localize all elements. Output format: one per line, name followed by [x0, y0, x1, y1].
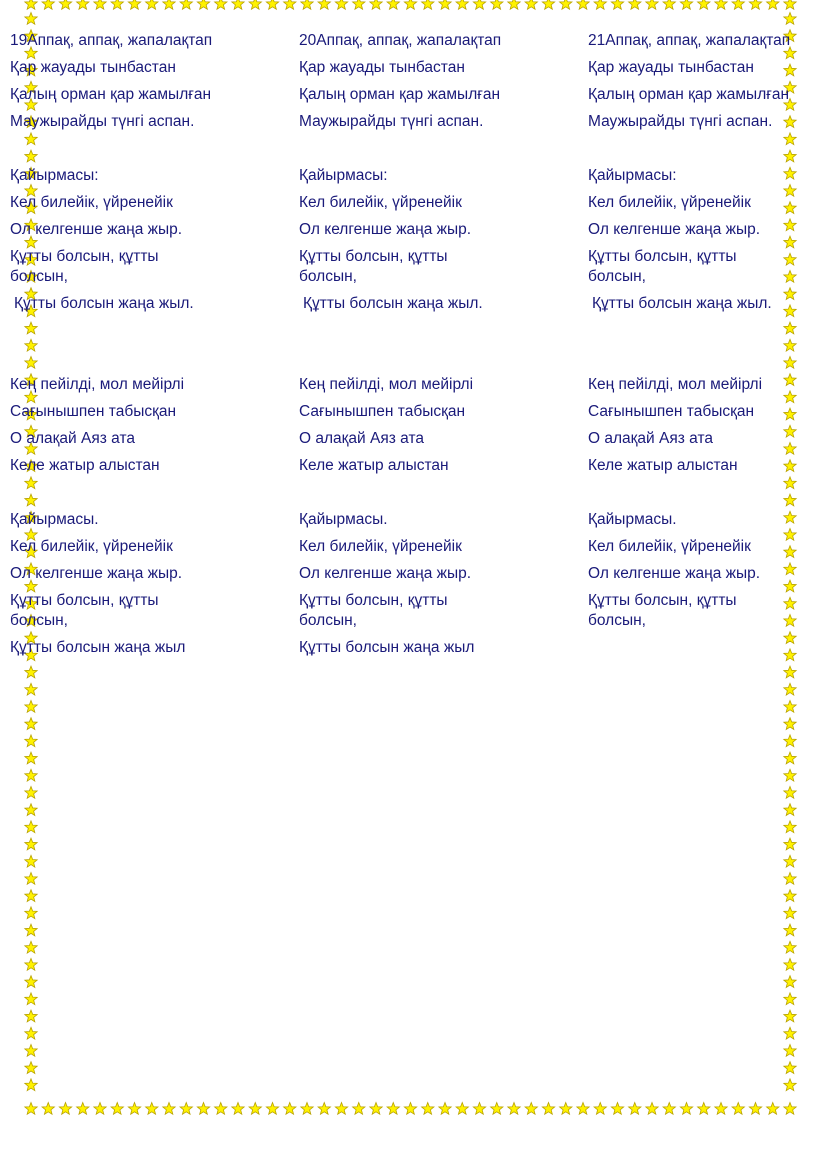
star-icon [335, 0, 347, 9]
chorus1-line3: Құтты болсын, құтты болсын, [588, 248, 737, 285]
star-icon [525, 1103, 537, 1115]
star-icon [25, 735, 37, 747]
star-icon [784, 873, 796, 885]
star-icon [784, 787, 796, 799]
star-icon [456, 1103, 468, 1115]
star-icon [197, 1103, 209, 1115]
star-icon [215, 0, 227, 9]
song-number: 19 [10, 32, 28, 49]
star-icon [25, 804, 37, 816]
verse2-line4: Келе жатыр алыстан [299, 457, 449, 474]
star-icon [784, 752, 796, 764]
song-column-3 [588, 31, 810, 638]
verse1-line4: Маужырайды түнгі аспан. [10, 113, 195, 130]
verse2-line2: Сағынышпен табысқан [299, 403, 466, 420]
star-icon [25, 959, 37, 971]
star-icon [266, 0, 278, 9]
chorus2-line2: Ол келгенше жаңа жыр. [299, 565, 472, 582]
star-icon [25, 1079, 37, 1091]
star-icon [439, 1103, 451, 1115]
star-icon [25, 1103, 37, 1115]
star-icon [25, 838, 37, 850]
chorus1-line1: Кел билейік, үйренейік [10, 194, 173, 211]
star-icon [784, 855, 796, 867]
verse1-line3: Қалың орман қар жамылған [10, 86, 212, 103]
star-icon [25, 752, 37, 764]
star-icon [784, 718, 796, 730]
star-icon [25, 787, 37, 799]
star-icon [629, 1103, 641, 1115]
star-icon [25, 907, 37, 919]
star-icon [542, 0, 554, 9]
verse2-line4: Келе жатыр алыстан [10, 457, 160, 474]
star-icon [422, 0, 434, 9]
verse1-line3: Қалың орман қар жамылған [299, 86, 501, 103]
star-icon [25, 769, 37, 781]
verse2-line2: Сағынышпен табысқан [588, 403, 755, 420]
star-icon [25, 666, 37, 678]
star-icon [422, 1103, 434, 1115]
verse1-line3: Қалың орман қар жамылған [588, 86, 790, 103]
chorus2-line2: Ол келгенше жаңа жыр. [588, 565, 761, 582]
chorus2-line4: Құтты болсын жаңа жыл [10, 639, 186, 656]
star-icon [25, 1027, 37, 1039]
star-icon [784, 1010, 796, 1022]
chorus1-line4: Құтты болсын жаңа жыл. [14, 295, 194, 312]
star-icon [25, 718, 37, 730]
star-icon [784, 924, 796, 936]
star-icon [680, 0, 692, 9]
chorus2-line3: Құтты болсын, құтты болсын, [10, 592, 159, 629]
chorus2-line2: Ол келгенше жаңа жыр. [10, 565, 183, 582]
star-icon [180, 0, 192, 9]
star-icon [128, 1103, 140, 1115]
chorus1-line4: Құтты болсын жаңа жыл. [592, 295, 772, 312]
star-icon [473, 1103, 485, 1115]
star-icon [663, 1103, 675, 1115]
star-icon [25, 976, 37, 988]
chorus1-line2: Ол келгенше жаңа жыр. [299, 221, 472, 238]
star-icon [25, 855, 37, 867]
star-icon [77, 1103, 89, 1115]
star-icon [77, 0, 89, 9]
chorus1-heading: Қайырмасы: [299, 167, 388, 184]
star-icon [128, 0, 140, 9]
star-icon [370, 0, 382, 9]
star-icon [784, 1062, 796, 1074]
star-icon [370, 1103, 382, 1115]
star-icon [784, 821, 796, 833]
verse2-line1: Кең пейілді, мол мейірлі [299, 376, 474, 393]
star-icon [353, 0, 365, 9]
star-icon [767, 0, 779, 9]
star-icon [784, 1103, 796, 1115]
star-icon [318, 0, 330, 9]
star-icon [784, 993, 796, 1005]
star-icon [318, 1103, 330, 1115]
chorus2-line3: Құтты болсын, құтты болсын, [299, 592, 448, 629]
star-icon [163, 1103, 175, 1115]
star-icon [284, 1103, 296, 1115]
star-icon [59, 1103, 71, 1115]
chorus2-heading: Қайырмасы. [588, 511, 677, 528]
star-icon [25, 873, 37, 885]
star-icon [715, 0, 727, 9]
star-icon [663, 0, 675, 9]
star-icon [25, 821, 37, 833]
verse1-line1: 20Аппақ, аппақ, жапалақтап [299, 32, 502, 49]
star-icon [232, 1103, 244, 1115]
chorus2-line3: Құтты болсын, құтты болсын, [588, 592, 737, 629]
star-icon [594, 0, 606, 9]
star-icon [301, 1103, 313, 1115]
star-icon [784, 683, 796, 695]
chorus1-line3: Құтты болсын, құтты болсын, [10, 248, 159, 285]
star-icon [784, 1045, 796, 1057]
star-icon [732, 0, 744, 9]
verse1-line4: Маужырайды түнгі аспан. [299, 113, 484, 130]
star-icon [25, 1062, 37, 1074]
verse2-line3: О алақай Аяз ата [588, 430, 713, 447]
star-icon [784, 838, 796, 850]
star-icon [25, 924, 37, 936]
star-icon [542, 1103, 554, 1115]
verse2-line1: Кең пейілді, мол мейірлі [588, 376, 763, 393]
verse1-line1: 19Аппақ, аппақ, жапалақтап [10, 32, 213, 49]
star-icon [25, 0, 37, 9]
star-icon [680, 1103, 692, 1115]
star-icon [25, 701, 37, 713]
star-icon [25, 941, 37, 953]
star-icon [784, 0, 796, 9]
star-icon [180, 1103, 192, 1115]
star-icon [25, 890, 37, 902]
chorus1-line1: Кел билейік, үйренейік [588, 194, 751, 211]
star-icon [629, 0, 641, 9]
star-icon [163, 0, 175, 9]
star-icon [784, 13, 796, 25]
chorus2-heading: Қайырмасы. [299, 511, 388, 528]
chorus1-line4: Құтты болсын жаңа жыл. [303, 295, 483, 312]
star-icon [784, 735, 796, 747]
star-icon [646, 1103, 658, 1115]
chorus2-line1: Кел билейік, үйренейік [299, 538, 462, 555]
star-icon [249, 0, 261, 9]
star-icon [784, 804, 796, 816]
star-icon [94, 1103, 106, 1115]
star-icon [594, 1103, 606, 1115]
verse2-line2: Сағынышпен табысқан [10, 403, 177, 420]
star-icon [784, 1079, 796, 1091]
star-icon [25, 1045, 37, 1057]
star-icon [784, 666, 796, 678]
verse2-line4: Келе жатыр алыстан [588, 457, 738, 474]
star-icon [59, 0, 71, 9]
star-icon [784, 941, 796, 953]
verse1-line2: Қар жауады тынбастан [299, 59, 465, 76]
star-icon [491, 0, 503, 9]
star-icon [404, 1103, 416, 1115]
star-icon [146, 0, 158, 9]
chorus1-line2: Ол келгенше жаңа жыр. [588, 221, 761, 238]
star-icon [404, 0, 416, 9]
star-icon [42, 1103, 54, 1115]
star-icon [560, 1103, 572, 1115]
star-icon [784, 890, 796, 902]
star-icon [525, 0, 537, 9]
star-icon [784, 1027, 796, 1039]
star-icon [353, 1103, 365, 1115]
star-icon [335, 1103, 347, 1115]
star-icon [784, 959, 796, 971]
song-column-2 [299, 31, 531, 665]
star-icon [784, 976, 796, 988]
chorus1-heading: Қайырмасы: [10, 167, 99, 184]
song-number: 20 [299, 32, 317, 49]
star-icon [25, 1010, 37, 1022]
verse1-line2: Қар жауады тынбастан [588, 59, 754, 76]
star-icon [111, 1103, 123, 1115]
star-icon [473, 0, 485, 9]
star-icon [560, 0, 572, 9]
star-icon [146, 1103, 158, 1115]
verse1-line4: Маужырайды түнгі аспан. [588, 113, 773, 130]
star-icon [215, 1103, 227, 1115]
star-icon [508, 1103, 520, 1115]
chorus2-line1: Кел билейік, үйренейік [10, 538, 173, 555]
star-icon [646, 0, 658, 9]
chorus1-line2: Ол келгенше жаңа жыр. [10, 221, 183, 238]
chorus1-line3: Құтты болсын, құтты болсын, [299, 248, 448, 285]
star-icon [784, 701, 796, 713]
star-icon [698, 0, 710, 9]
star-icon [456, 0, 468, 9]
star-icon [767, 1103, 779, 1115]
star-icon [698, 1103, 710, 1115]
star-icon [784, 769, 796, 781]
star-icon [749, 0, 761, 9]
star-icon [611, 0, 623, 9]
star-icon [249, 1103, 261, 1115]
star-icon [387, 0, 399, 9]
star-icon [784, 649, 796, 661]
star-icon [784, 907, 796, 919]
star-icon [577, 0, 589, 9]
star-icon [491, 1103, 503, 1115]
star-icon [732, 1103, 744, 1115]
chorus2-line1: Кел билейік, үйренейік [588, 538, 751, 555]
star-icon [611, 1103, 623, 1115]
verse2-line3: О алақай Аяз ата [299, 430, 424, 447]
chorus1-line1: Кел билейік, үйренейік [299, 194, 462, 211]
star-icon [577, 1103, 589, 1115]
verse1-line2: Қар жауады тынбастан [10, 59, 176, 76]
chorus1-heading: Қайырмасы: [588, 167, 677, 184]
star-icon [508, 0, 520, 9]
star-icon [715, 1103, 727, 1115]
star-icon [25, 993, 37, 1005]
star-icon [301, 0, 313, 9]
star-icon [25, 13, 37, 25]
verse2-line1: Кең пейілді, мол мейірлі [10, 376, 185, 393]
star-icon [266, 1103, 278, 1115]
star-icon [94, 0, 106, 9]
song-number: 21 [588, 32, 606, 49]
star-icon [25, 683, 37, 695]
chorus2-line4: Құтты болсын жаңа жыл [299, 639, 475, 656]
star-icon [42, 0, 54, 9]
star-icon [749, 1103, 761, 1115]
star-icon [197, 0, 209, 9]
star-icon [111, 0, 123, 9]
song-column-1 [10, 31, 242, 665]
star-icon [284, 0, 296, 9]
star-icon [387, 1103, 399, 1115]
star-icon [439, 0, 451, 9]
verse1-line1: 21Аппақ, аппақ, жапалақтап [588, 32, 791, 49]
verse2-line3: О алақай Аяз ата [10, 430, 135, 447]
chorus2-heading: Қайырмасы. [10, 511, 99, 528]
star-icon [232, 0, 244, 9]
